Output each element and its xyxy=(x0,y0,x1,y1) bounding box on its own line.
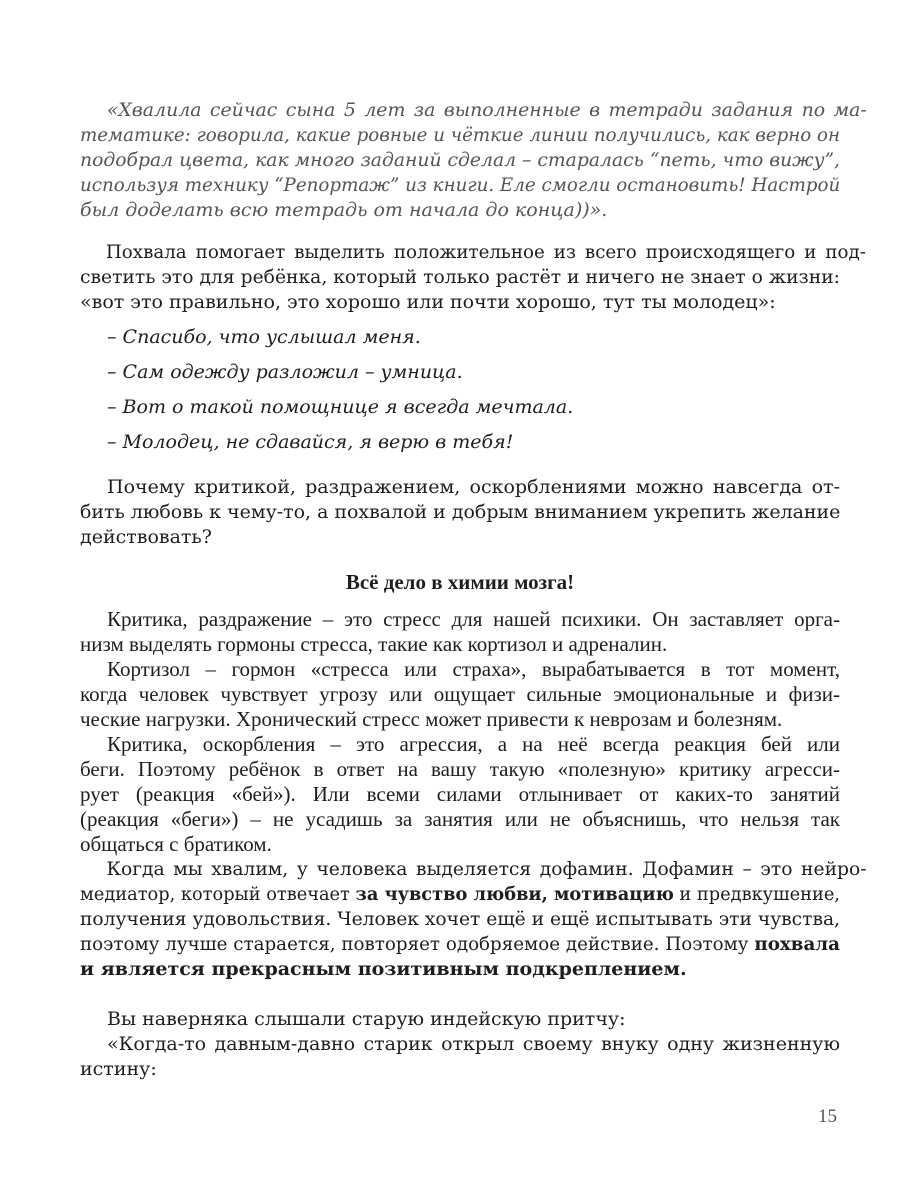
paragraph xyxy=(80,1032,840,1082)
text-span: Вы наверняка слышали старую индейскую притчу: xyxy=(107,1008,626,1030)
text-line xyxy=(80,882,840,907)
quote-paragraph xyxy=(80,98,867,223)
text-span: был доделать всю тетрадь от начала до конца))». xyxy=(80,199,608,221)
text-span: – Сам одежду разложил – умница. xyxy=(107,361,463,383)
paragraph xyxy=(80,1007,840,1032)
text-line xyxy=(80,525,840,550)
text-span: «Хвалила сейчас сына 5 лет за выполненные в тетради задания по ма- xyxy=(106,99,867,121)
praise-example xyxy=(80,360,840,385)
text-line xyxy=(80,957,840,982)
text-line xyxy=(80,570,840,595)
text-line xyxy=(80,607,840,632)
paragraph xyxy=(80,607,840,657)
bold-text: за чувство любви, мотивацию xyxy=(355,883,674,905)
text-span: тематике: говорила, какие ровные и чёткие линии получились, как верно он xyxy=(80,124,840,146)
text-span: когда человек чувствует угрозу или ощущает сильные эмоциональные и физи- xyxy=(80,682,840,706)
text-line xyxy=(80,430,840,455)
text-span: светить это для ребёнка, который только растёт и ничего не знает о жизни: xyxy=(80,266,840,288)
text-span: Критика, оскорбления – это агрессия, а на неё всегда реакция бей или xyxy=(107,732,840,756)
text-span: Критика, раздражение – это стресс для нашей психики. Он заставляет орга- xyxy=(107,607,840,631)
paragraph xyxy=(80,475,840,550)
text-line xyxy=(80,1007,840,1032)
text-line xyxy=(80,290,840,315)
text-span: медиатор, который отвечает xyxy=(80,883,356,905)
text-span: поэтому лучше старается, повторяет одобряемое действие. Поэтому xyxy=(80,933,755,955)
text-line xyxy=(80,173,840,198)
praise-example xyxy=(80,430,840,455)
text-line xyxy=(80,732,840,757)
text-line xyxy=(80,707,840,732)
text-span: Похвала помогает выделить положительное из всего происходящего и под- xyxy=(105,241,866,263)
section-heading xyxy=(80,570,840,595)
text-span: беги. Поэтому ребёнок в ответ на вашу такую «полезную» критику агресси- xyxy=(80,757,840,781)
text-line xyxy=(80,98,867,123)
praise-example xyxy=(80,325,840,350)
text-line xyxy=(80,1032,840,1057)
text-span: рует (реакция «бей»). Или всеми силами отлынивает от каких-то занятий xyxy=(80,782,840,806)
text-line xyxy=(80,757,840,782)
text-line xyxy=(80,807,840,832)
text-line xyxy=(80,475,840,500)
text-span: бить любовь к чему-то, а похвалой и добрым вниманием укрепить желание xyxy=(80,501,841,523)
text-line xyxy=(80,240,866,265)
bold-text: и является прекрасным позитивным подкреплением. xyxy=(80,958,687,980)
text-span: общаться с братиком. xyxy=(80,832,272,856)
text-span: – Вот о такой помощнице я всегда мечтала. xyxy=(107,396,574,418)
praise-example xyxy=(80,395,840,420)
text-span: Почему критикой, раздражением, оскорблениями можно навсегда от- xyxy=(107,476,840,498)
bold-text: похвала xyxy=(754,933,840,955)
text-span: «вот это правильно, это хорошо или почти хорошо, тут ты молодец»: xyxy=(80,291,776,313)
text-span: (реакция «беги») – не усадишь за занятия или не объяснишь, что нельзя так xyxy=(80,807,840,831)
text-span: Когда мы хвалим, у человека выделяется дофамин. Дофамин – это нейро- xyxy=(106,858,867,880)
paragraph xyxy=(80,240,866,315)
text-span: – Спасибо, что услышал меня. xyxy=(107,326,421,348)
text-line xyxy=(80,265,840,290)
text-line xyxy=(80,500,840,525)
paragraph xyxy=(80,732,840,857)
text-span: и предвкушение, xyxy=(673,883,840,905)
text-line xyxy=(80,360,840,385)
text-line xyxy=(80,832,840,857)
text-span: действовать? xyxy=(80,526,212,548)
text-line xyxy=(80,148,840,173)
text-line xyxy=(80,657,840,682)
page-body xyxy=(80,98,867,1082)
page-number: 15 xyxy=(818,1106,837,1127)
text-span: Кортизол – гормон «стресса или страха», вырабатывается в тот момент, xyxy=(107,657,840,681)
text-span: используя технику “Репортаж” из книги. Еле смогли остановить! Настрой xyxy=(80,174,841,196)
text-line xyxy=(80,123,840,148)
text-span: низм выделять гормоны стресса, такие как кортизол и адреналин. xyxy=(80,632,668,656)
text-span: истину: xyxy=(80,1058,157,1080)
text-line xyxy=(80,932,840,957)
text-line xyxy=(80,632,840,657)
text-line xyxy=(80,325,840,350)
text-span: получения удовольствия. Человек хочет ещё и ещё испытывать эти чувства, xyxy=(80,908,840,930)
text-span: подобрал цвета, как много заданий сделал – старалась “петь, что вижу”, xyxy=(80,149,840,171)
text-line xyxy=(80,682,840,707)
text-line xyxy=(80,782,840,807)
paragraph xyxy=(80,857,867,982)
text-span: «Когда-то давным-давно старик открыл своему внуку одну жизненную xyxy=(107,1033,840,1055)
paragraph xyxy=(80,657,840,732)
text-line xyxy=(80,198,840,223)
text-line xyxy=(80,395,840,420)
text-span: ческие нагрузки. Хронический стресс может привести к неврозам и болезням. xyxy=(80,707,783,731)
text-span: Всё дело в химии мозга! xyxy=(345,570,575,594)
text-line xyxy=(80,907,840,932)
text-line xyxy=(80,857,867,882)
text-line xyxy=(80,1057,840,1082)
text-span: – Молодец, не сдавайся, я верю в тебя! xyxy=(107,431,514,453)
